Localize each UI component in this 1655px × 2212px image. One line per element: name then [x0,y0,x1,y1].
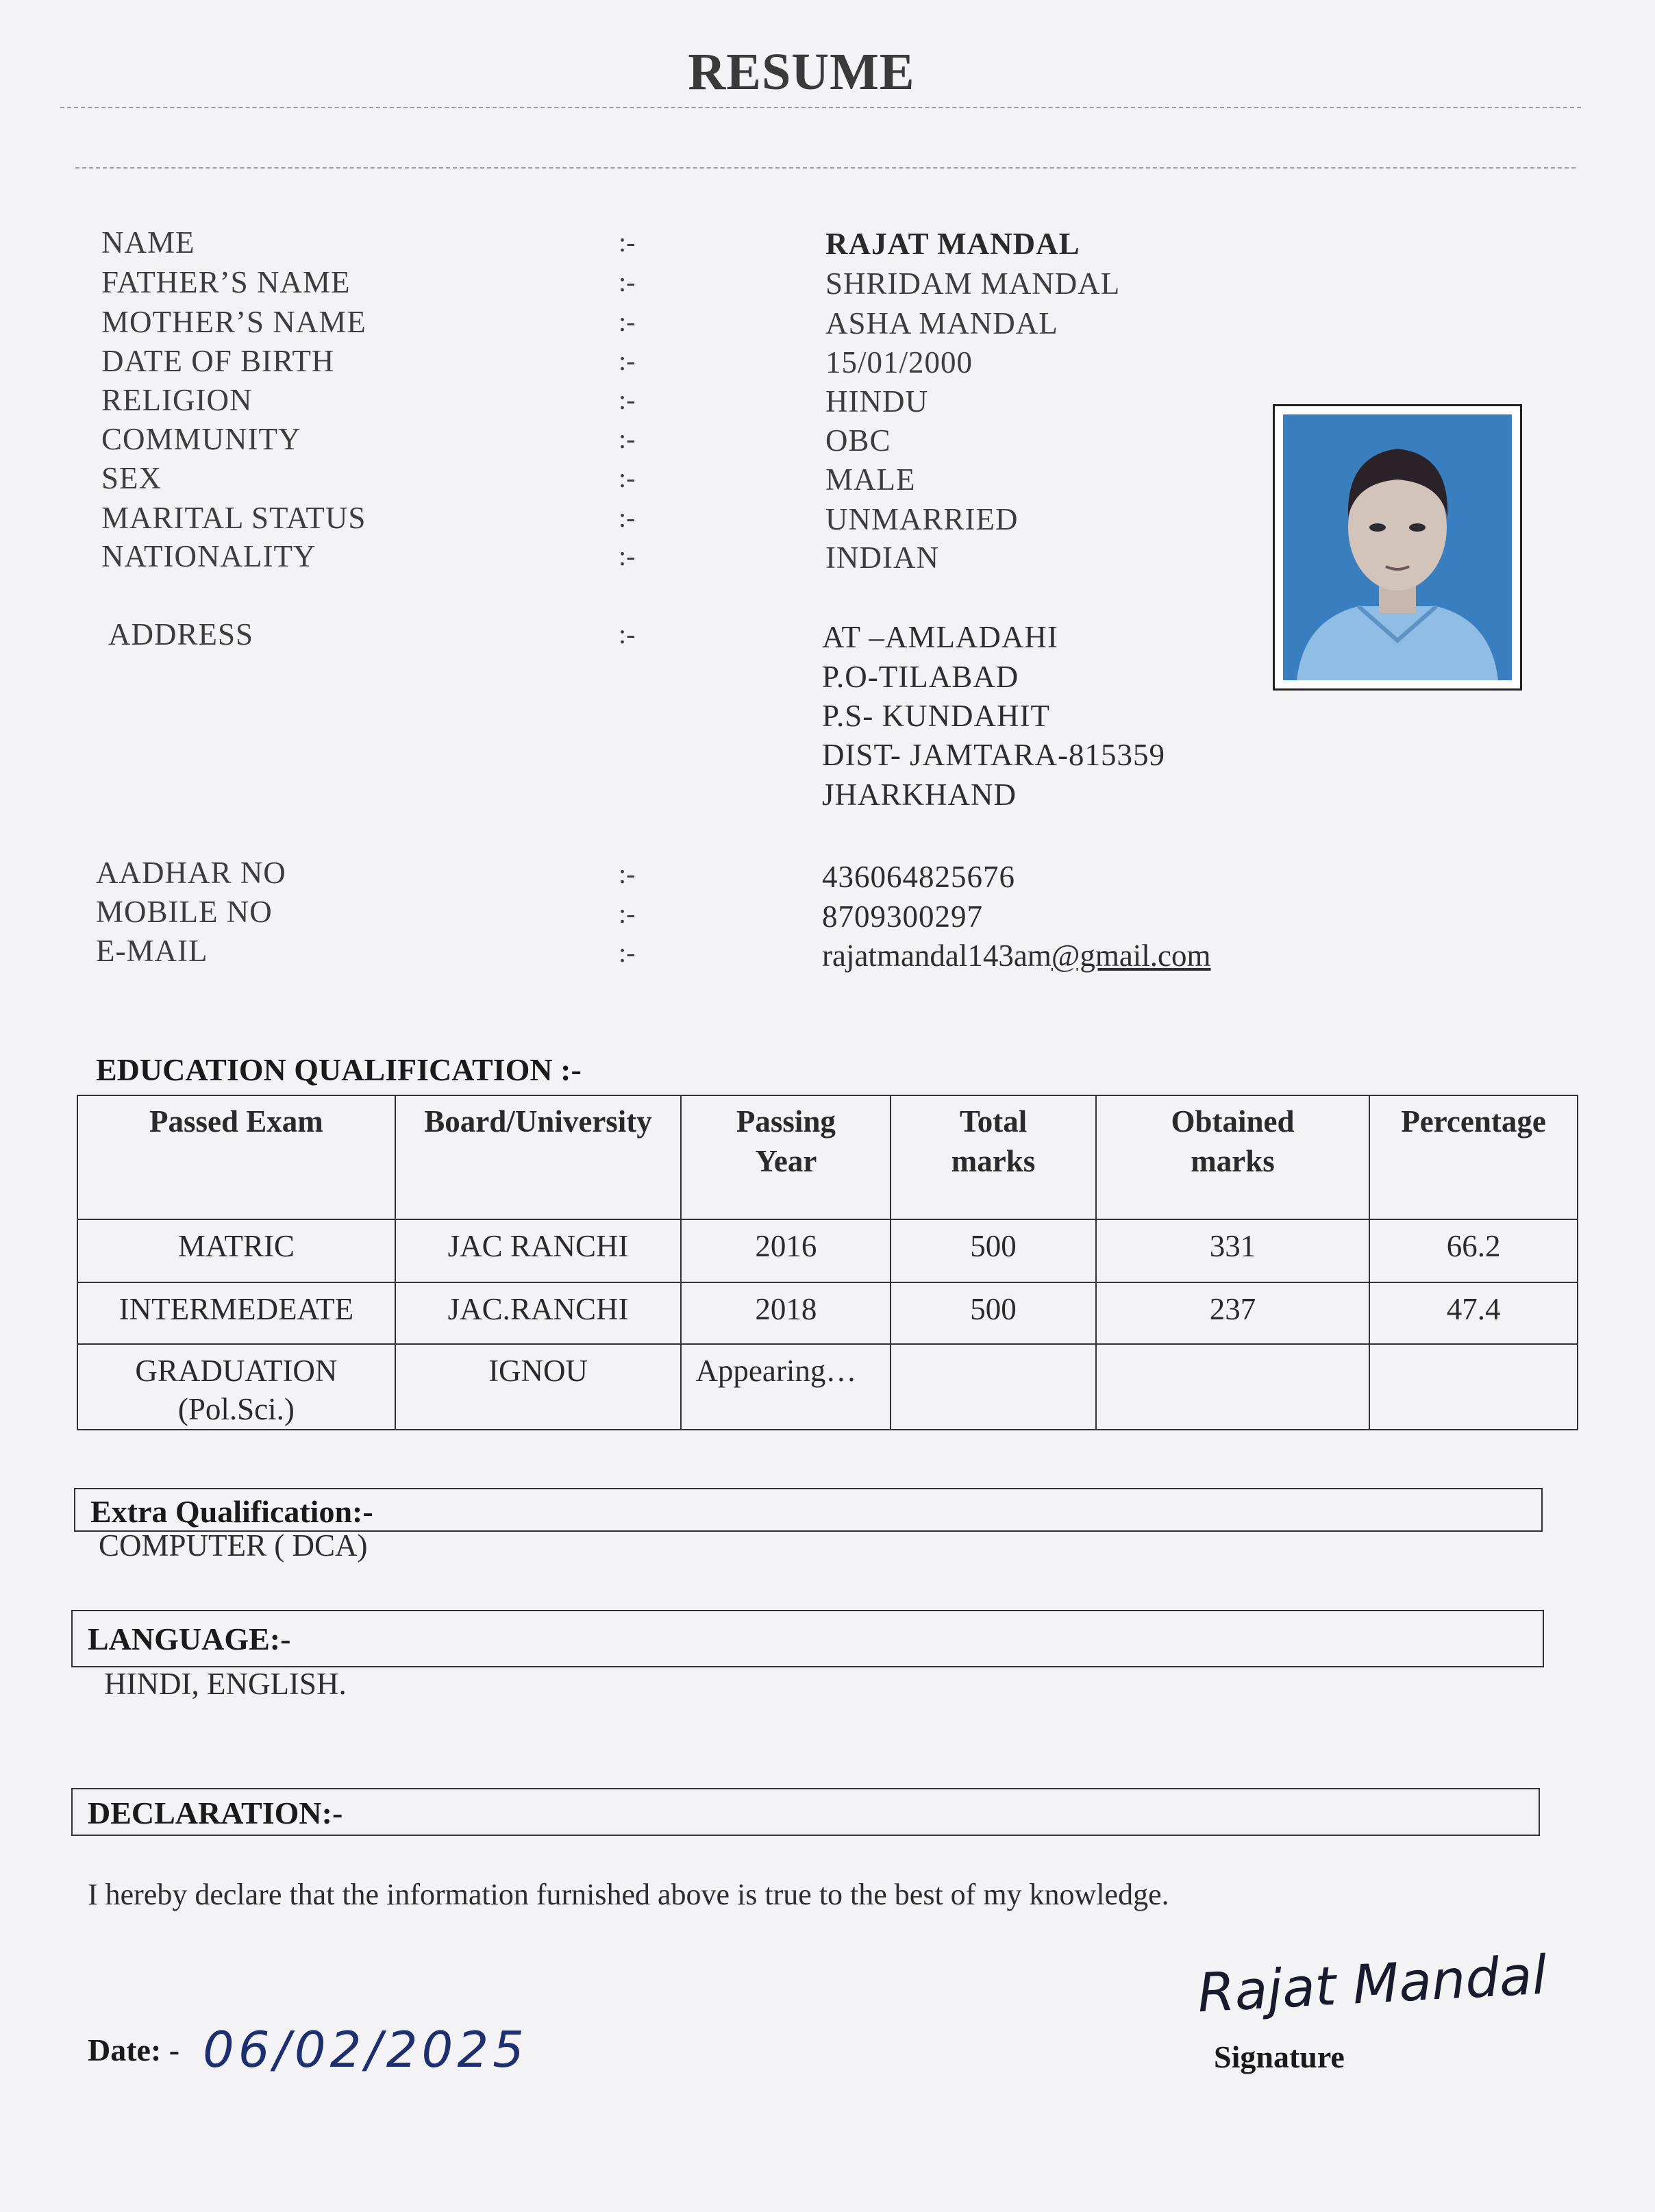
address-line: P.S- KUNDAHIT [822,699,1051,733]
label-address: ADDRESS [108,617,254,651]
value-name: RAJAT MANDAL [825,227,1080,261]
cell-percentage [1369,1344,1578,1430]
cell-board: IGNOU [395,1344,682,1430]
email-user: rajatmandal143am [822,939,1052,973]
separator: :- [619,619,636,649]
value-mobile: 8709300297 [822,899,983,934]
signature-label: Signature [1214,2039,1345,2074]
extra-qualification-heading: Extra Qualification:- [90,1494,373,1529]
cell-board: JAC RANCHI [395,1219,682,1282]
language-heading: LANGUAGE:- [88,1621,291,1656]
cell-total [891,1344,1096,1430]
address-line: P.O-TILABAD [822,660,1019,694]
date-label: Date: - [88,2033,180,2067]
value-sex: MALE [825,462,916,497]
cell-exam: GRADUATION (Pol.Sci.) [77,1344,395,1430]
separator: :- [619,384,636,415]
separator: :- [619,345,636,376]
cell-year: 2016 [681,1219,891,1282]
language-text: HINDI, ENGLISH. [104,1667,347,1701]
label-mothers-name: MOTHER’S NAME [101,305,366,339]
value-date-of-birth: 15/01/2000 [825,345,973,380]
value-email[interactable] [822,938,1211,973]
label-aadhar: AADHAR NO [96,856,286,890]
header-total-marks: Total marks [891,1095,1096,1219]
label-email: E-MAIL [96,934,208,968]
person-photo-icon [1283,414,1512,680]
passport-photo [1273,404,1522,691]
page-title: RESUME [688,43,915,101]
title-rule-top [60,107,1581,108]
label-community: COMMUNITY [101,422,301,456]
separator: :- [619,423,636,454]
extra-qualification-text: COMPUTER ( DCA) [99,1528,368,1563]
education-table [77,1095,1578,1430]
table-header-row [77,1095,1578,1219]
declaration-heading: DECLARATION:- [88,1795,343,1830]
header-obtained-marks: Obtained marks [1096,1095,1369,1219]
email-domain-link[interactable]: @gmail.com [1051,939,1211,973]
separator: :- [619,898,636,929]
value-fathers-name: SHRIDAM MANDAL [825,266,1121,301]
separator: :- [619,540,636,571]
cell-total: 500 [891,1282,1096,1344]
extra-qualification-box [74,1488,1543,1532]
handwritten-signature: Rajat Mandal [1195,1944,1549,2025]
cell-total: 500 [891,1219,1096,1282]
date-value: 06/02/2025 [203,2021,528,2078]
table-row [77,1219,1578,1282]
cell-obtained: 237 [1096,1282,1369,1344]
address-line: AT –AMLADAHI [822,620,1058,654]
header-percentage: Percentage [1369,1095,1578,1219]
value-community: OBC [825,423,891,458]
separator: :- [619,306,636,337]
separator: :- [619,937,636,968]
separator: :- [619,266,636,297]
cell-exam: INTERMEDEATE [77,1282,395,1344]
separator: :- [619,227,636,258]
label-nationality: NATIONALITY [101,539,316,573]
value-religion: HINDU [825,384,928,419]
cell-exam: MATRIC [77,1219,395,1282]
value-nationality: INDIAN [825,540,939,575]
header-passed-exam: Passed Exam [77,1095,395,1219]
cell-percentage: 47.4 [1369,1282,1578,1344]
cell-year: 2018 [681,1282,891,1344]
value-mothers-name: ASHA MANDAL [825,306,1058,340]
header-passing-year: Passing Year [681,1095,891,1219]
header-board-university: Board/University [395,1095,682,1219]
language-box [71,1610,1544,1667]
value-marital-status: UNMARRIED [825,502,1019,536]
label-fathers-name: FATHER’S NAME [101,265,351,299]
separator: :- [619,462,636,493]
separator: :- [619,858,636,889]
separator: :- [619,502,636,533]
table-row [77,1344,1578,1430]
cell-year: Appearing… [681,1344,891,1430]
label-name: NAME [101,225,195,260]
label-sex: SEX [101,461,162,495]
address-line: DIST- JAMTARA-815359 [822,738,1166,772]
table-row [77,1282,1578,1344]
declaration-text: I hereby declare that the information furnished above is true to the best of my knowledge. [88,1878,1169,1911]
label-mobile: MOBILE NO [96,895,273,929]
cell-board: JAC.RANCHI [395,1282,682,1344]
label-date-of-birth: DATE OF BIRTH [101,344,335,378]
value-aadhar: 436064825676 [822,860,1015,894]
education-heading: EDUCATION QUALIFICATION :- [96,1052,582,1087]
label-religion: RELIGION [101,383,253,417]
cell-obtained [1096,1344,1369,1430]
declaration-box [71,1788,1540,1836]
cell-obtained: 331 [1096,1219,1369,1282]
cell-percentage: 66.2 [1369,1219,1578,1282]
address-line: JHARKHAND [822,778,1017,812]
label-marital-status: MARITAL STATUS [101,501,366,535]
title-rule-bottom [75,167,1576,169]
